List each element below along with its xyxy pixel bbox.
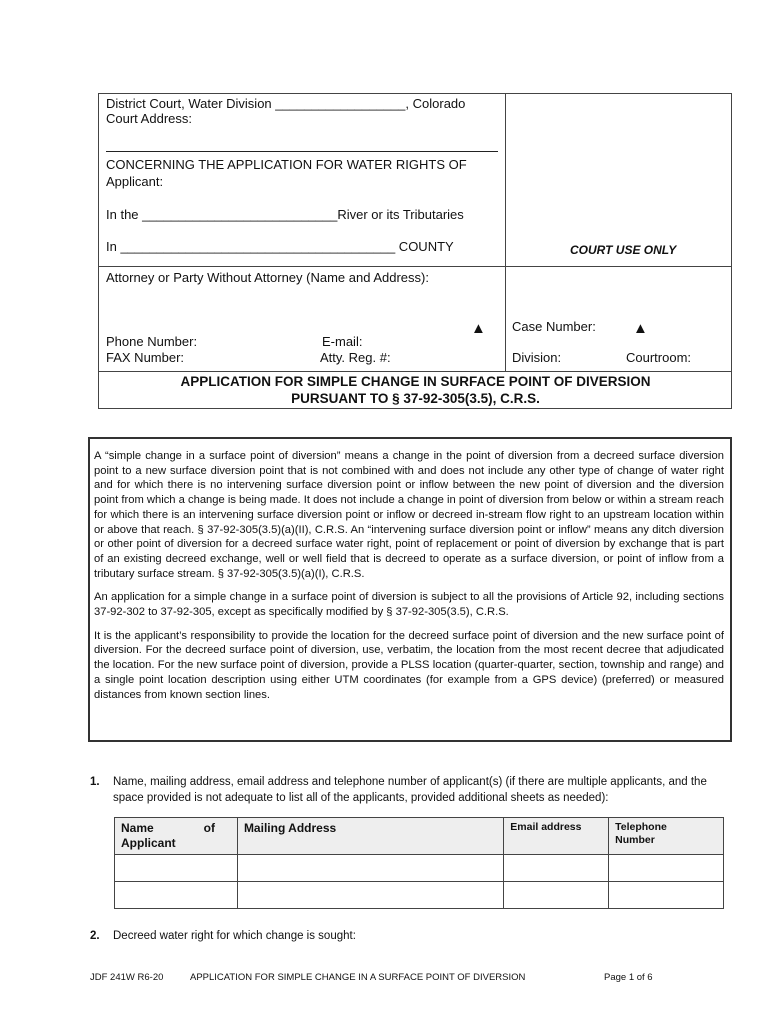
court-use-only: COURT USE ONLY bbox=[570, 243, 677, 257]
question-2 bbox=[90, 928, 730, 944]
footer-form-title: APPLICATION FOR SIMPLE CHANGE IN A SURFACE POINT OF DIVERSION bbox=[190, 972, 526, 983]
table-row bbox=[115, 855, 724, 882]
attorney-label: Attorney or Party Without Attorney (Name and Address): bbox=[106, 270, 429, 285]
caption-divider-attorney bbox=[98, 266, 732, 267]
case-number-label: Case Number: bbox=[512, 319, 596, 334]
cell-email[interactable] bbox=[504, 882, 609, 909]
cell-name[interactable] bbox=[115, 855, 238, 882]
header-name-of-applicant: Name of Applicant bbox=[115, 818, 238, 855]
caption-underline bbox=[106, 151, 498, 152]
cell-telephone[interactable] bbox=[609, 855, 724, 882]
cell-telephone[interactable] bbox=[609, 882, 724, 909]
cell-mailing-address[interactable] bbox=[237, 882, 503, 909]
table-row bbox=[115, 882, 724, 909]
question-text: Name, mailing address, email address and telephone number of applicant(s) (if there are multiple applicants, and the space provided is not adequate to list all of the applicants, provided additional sheets as needed): bbox=[113, 776, 707, 804]
court-address-label: Court Address: bbox=[106, 111, 192, 126]
county-line: In ______________________________________ COUNTY bbox=[106, 239, 454, 254]
question-number: 2. bbox=[90, 930, 100, 942]
triangle-icon: ▲ bbox=[471, 320, 486, 337]
court-line: District Court, Water Division __________________, Colorado bbox=[106, 96, 466, 111]
title-line-1: APPLICATION FOR SIMPLE CHANGE IN SURFACE POINT OF DIVERSION bbox=[180, 374, 651, 389]
fax-label: FAX Number: bbox=[106, 350, 185, 365]
table-header-row bbox=[115, 818, 724, 855]
question-1 bbox=[90, 774, 730, 806]
info-box bbox=[88, 437, 732, 742]
header-telephone-number: Telephone Number bbox=[609, 818, 724, 855]
courtroom-label: Courtroom: bbox=[626, 350, 692, 365]
phone-label: Phone Number: bbox=[106, 334, 198, 349]
cell-mailing-address[interactable] bbox=[237, 855, 503, 882]
header-email-address: Email address bbox=[504, 818, 609, 855]
title-line-2: PURSUANT TO § 37-92-305(3.5), C.R.S. bbox=[291, 391, 540, 406]
caption-divider-title bbox=[98, 371, 732, 372]
question-number: 1. bbox=[90, 776, 100, 788]
division-label: Division: bbox=[512, 350, 562, 365]
river-line: In the ___________________________River or its Tributaries bbox=[106, 207, 464, 222]
header-mailing-address: Mailing Address bbox=[237, 818, 503, 855]
info-paragraph-3: It is the applicant’s responsibility to provide the location for the decreed surface point of diversion and the new surface point of diversion. For the decreed surface point of diversion, use, verbatim, the location from the most recent decree that adjudicated the location. For the new surface point of diversion, provide a PLSS location (quarter-quarter, section, township and range) and a single point location description using either UTM coordinates (for example from a GPS device) (preferred) or measured distances from known section lines. bbox=[94, 629, 724, 701]
applicant-label: Applicant: bbox=[106, 174, 164, 189]
application-title bbox=[99, 373, 732, 407]
concerning-line: CONCERNING THE APPLICATION FOR WATER RIGHTS OF bbox=[106, 157, 467, 172]
caption-divider-vertical bbox=[505, 93, 506, 372]
atty-reg-label: Atty. Reg. #: bbox=[320, 350, 391, 365]
question-text: Decreed water right for which change is sought: bbox=[113, 930, 356, 942]
cell-name[interactable] bbox=[115, 882, 238, 909]
cell-email[interactable] bbox=[504, 855, 609, 882]
info-paragraph-1: A “simple change in a surface point of diversion” means a change in the point of diversion from a decreed surface diversion point to a new surface diversion point that is not combined with and does not include any other type of change of water right and for which there is no intervening surface diversion point or inflow between the new point of diversion and the diversion point from which a change is being made. It does not include a change in point of diversion from below or within a stream reach for which there is an intervening surface diversion point or inflow or decreed in-stream flow right to an upstream location within or above that reach. § 37-92-305(3.5)(a)(II), C.R.S. An “intervening surface diversion point or inflow” means any ditch diversion or other point of diversion for a decreed surface water right, point of replacement or point of diversion by exchange that is part of an existing decreed exchange, well or well field that is decreed to operate as a surface diversion, or point of inflow from a tributary surface stream. § 37-92-305(3.5)(a)(I), C.R.S. bbox=[94, 450, 724, 580]
footer-page-number: Page 1 of 6 bbox=[604, 972, 653, 983]
email-label: E-mail: bbox=[322, 334, 363, 349]
info-paragraph-2: An application for a simple change in a surface point of diversion is subject to all the provisions of Article 92, including sections 37-92-302 to 37-92-305, except as specifically modified by § 37-92-305(3.5), C.R.S. bbox=[94, 591, 724, 619]
triangle-icon: ▲ bbox=[633, 320, 648, 337]
footer-form-id: JDF 241W R6-20 bbox=[90, 972, 164, 983]
applicant-table bbox=[114, 817, 724, 909]
